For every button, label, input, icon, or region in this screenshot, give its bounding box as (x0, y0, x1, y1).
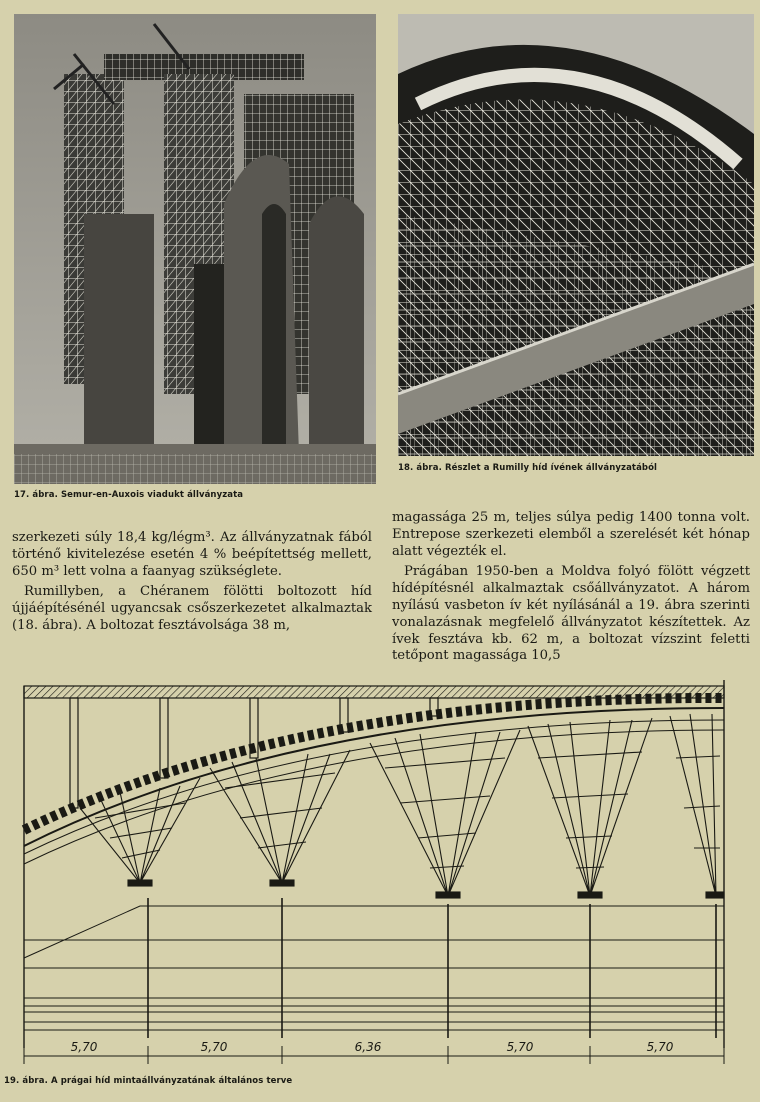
left-paragraph-2: Rumillyben, a Chéranem fölötti boltozott híd újjáépítésénél ugyancsak csőszerkezetet alkalmaztak (18. ábra). A boltozat fesztávolsága 38 m, (12, 584, 372, 633)
left-paragraph-1: szerkezeti súly 18,4 kg/légm³. Az állványzatnak fából történő kivitelezése esetén 4 % beépítettség mellett, 650 m³ lett volna a faanyag szükséglete. (12, 530, 372, 579)
figure-18-caption: 18. ábra. Részlet a Rumilly híd ívének állványzatából (398, 463, 658, 473)
dimension-label-2: 5,70 (200, 1040, 228, 1054)
dimension-label-1: 5,70 (70, 1040, 98, 1054)
fan-tower-5 (670, 714, 724, 898)
fan-tower-3 (370, 730, 520, 898)
figure-17-photo (14, 14, 376, 484)
arch-scaffolding-image (398, 14, 754, 456)
right-paragraph-2: Prágában 1950-ben a Moldva folyó fölött végzett hídépítésnél alkalmaztak csőállványzatot. A három nyílású vasbeton ív két nyílásánál a 19. ábra szerinti vonalazásnak megfelelő állványzatot készítettek. Az ívek fesztáva kb. 62 m, a boltozat vízszint feletti tetőpont magassága 10,5 (392, 564, 750, 664)
right-text-column (392, 510, 750, 665)
figure-19-caption: 19. ábra. A prágai híd mintaállványzatának általános terve (4, 1076, 293, 1086)
dimension-label-5: 5,70 (646, 1040, 674, 1054)
dimension-label-3: 6,36 (354, 1040, 382, 1054)
dimension-label-4: 5,70 (506, 1040, 534, 1054)
viaduct-scaffolding-image (14, 14, 376, 484)
figure-18-photo (398, 14, 754, 456)
right-paragraph-1: magassága 25 m, teljes súlya pedig 1400 tonna volt. Entrepose szerkezeti elemből a szerelését két hónap alatt végezték el. (392, 510, 750, 559)
fan-tower-2 (210, 750, 350, 886)
figure-19-drawing (0, 668, 760, 1068)
fan-tower-4 (528, 718, 652, 898)
figure-17-caption: 17. ábra. Semur-en-Auxois viadukt állványzata (14, 490, 244, 500)
left-text-column (12, 530, 372, 635)
